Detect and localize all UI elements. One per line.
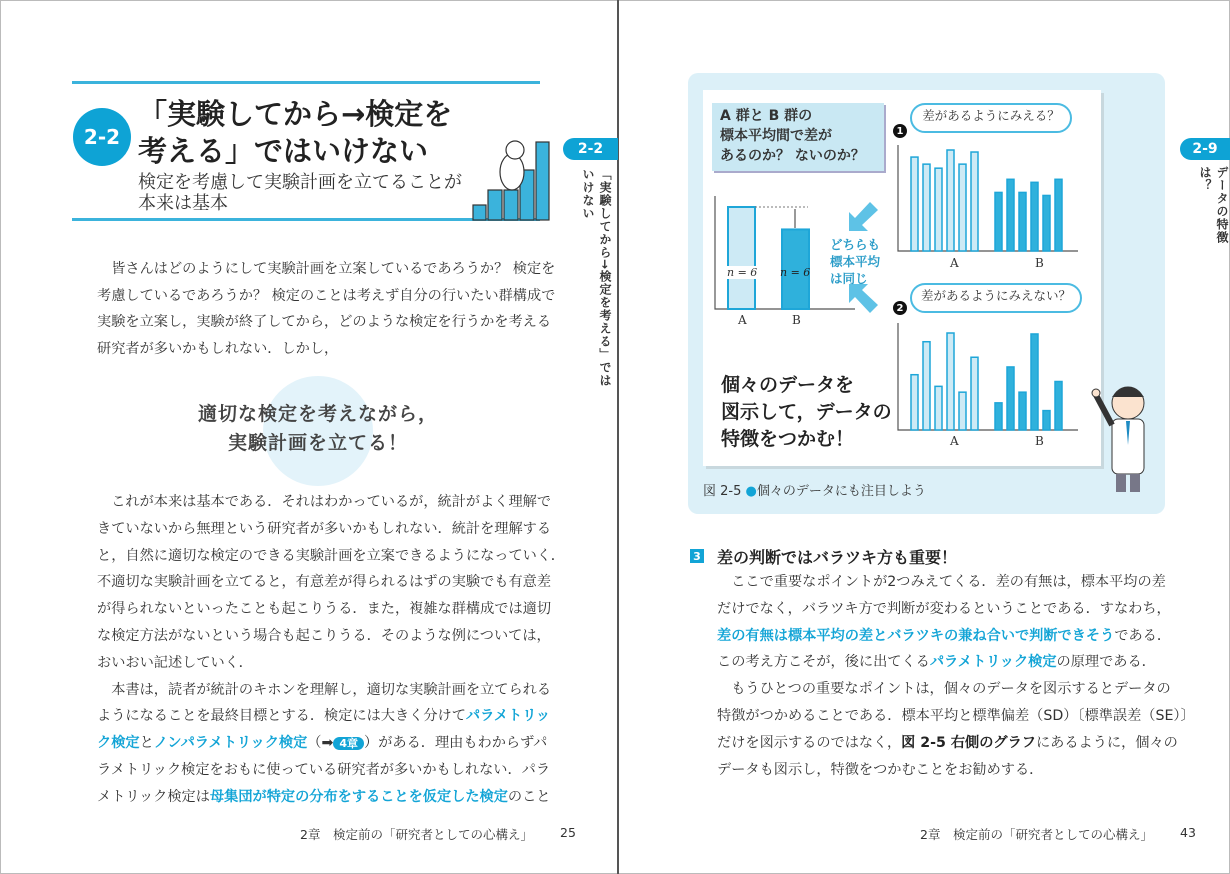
caption-bullet-icon: ● [745,484,757,499]
text-segment: 考慮しているであろうか？ 検定のことは考えず自分の行いたい群構成で [97,287,556,304]
arrow-from-chart1-icon [849,202,878,231]
text-segment: 研究者が多いかもしれない．しかし， [97,340,339,357]
text-line [717,733,1178,753]
caption-text: 個々のデータにも注目しよう [756,484,926,499]
highlighted-text: 差の有無は標本平均の差とバラツキの兼ね合いで判断できそう [717,627,1115,644]
chart2-bar-a [959,392,966,430]
chart1-label-b: B [1035,256,1044,270]
text-line [717,760,1043,780]
caption-prefix: 図 2-5 [703,484,742,499]
text-segment: 本書は，読者が統計のキホンを理解し，適切な実験計画を立てられる [97,681,552,698]
text-line [717,652,1156,672]
footer-chapter: 2章 検定前の「研究者としての心構え」 [300,827,533,842]
highlighted-text: 母集団が特定の分布をすることを仮定した検定 [209,788,508,805]
highlighted-text: ク検定 [97,735,140,752]
text-segment: データも図示し，特徴をつかむことをお勧めする． [717,761,1044,778]
chart1-label-a: A [950,256,959,270]
highlighted-text: ノンパラメトリック検定 [153,735,308,752]
chart1-bar-a [923,164,930,251]
mean-bar-a [727,207,758,309]
text-segment: 皆さんはどのようにして実験計画を立案しているであろうか？ 検定を [97,261,556,277]
text-segment: の原理である． [1056,654,1156,671]
subsection-number: 3 [690,549,704,563]
figure-caption [703,480,926,499]
text-segment: だけを図示するのではなく， [717,734,902,751]
text-segment: ）がある．理由もわからずパ [364,735,548,752]
chart1-bar-b [1043,195,1050,251]
note-line: は同じ [830,271,868,286]
section-subtitle-line2: 本来は基本 [138,193,228,214]
text-segment: 実験を立案し，実験が終了してから，どのような検定を行うかを考える [97,314,552,330]
chart1-bar-b [1031,182,1038,251]
text-line [717,572,1166,592]
text-segment: （➡ [307,735,334,752]
chart1-bar-b [995,192,1002,251]
chart2-bar-a [971,357,978,430]
text-segment: もうひとつの重要なポイントは，個々のデータを図示するとデータの [717,681,1171,698]
text-segment: にあるように，個々の [1035,734,1178,751]
text-segment: な検定方法がないという場合も起こりうる．そのような例については， [97,628,551,644]
message-line3: 特徴をつかむ！ [721,428,855,450]
text-segment: 特徴がつかめることである．標本平均と標準偏差（SD）〔標準誤差（SE）〕 [717,708,1195,724]
section-number-badge: 2-2 [73,108,131,166]
message-line1: 個々のデータを [721,374,855,396]
chart2-bar-b [1031,334,1038,430]
text-segment: が得られないといったことも起こりうる．また，複雑な群構成では適切 [97,601,552,618]
highlighted-text: パラメトリック検定 [929,654,1057,671]
question-line: A 群と B 群の [720,108,813,124]
speech-bubble-2: 差があるようにみえない？ [910,283,1082,313]
chart1-bar-b [1019,192,1026,251]
highlighted-text: パラメトリッ [465,708,551,725]
chart1-bar-b [1055,179,1062,251]
text-line [717,599,1171,619]
chart2-bar-b [1043,411,1050,430]
chart2-bar-a [947,333,954,430]
question-line: あるのか？ ないのか？ [720,148,865,164]
text-segment: おいおい記述していく． [97,654,253,671]
text-segment: である． [1114,627,1172,644]
text-line [717,679,1171,699]
text-segment: と [139,735,154,752]
bold-text: 図 2-5 右側のグラフ [901,734,1036,751]
mean-label-b: B [792,313,801,327]
side-tab-label: 「実験してから→検定を考える」ではいけない [581,168,612,388]
question-line: 標本平均間で差が [720,128,832,144]
chart2-bar-b [1055,382,1062,431]
side-tab-2-2[interactable]: 2-2 [563,138,618,160]
chapter-reference-tag[interactable]: 4章 [333,737,364,750]
chart2-bar-a [935,386,942,430]
speech-bubble-1: 差があるようにみえる？ [910,103,1072,133]
chart1-bar-b [1007,179,1014,251]
chart2-bar-b [995,403,1002,430]
chart2-bar-a [911,375,918,430]
message-line2: 図示して，データの [721,401,892,423]
text-segment: だけでなく，バラツキ方で判断が変わるということである．すなわち， [717,600,1171,617]
side-tab-2-9[interactable]: 2-9 [1180,138,1230,160]
chart2-bar-a [923,342,930,430]
callout-line2: 実験計画を立てる！ [227,432,408,454]
section-title-line1: 「実験してから→検定を [138,97,453,131]
text-segment: きていないから無理という研究者が多いかもしれない．統計を理解する [97,520,552,537]
chart2-label-b: B [1035,434,1044,448]
text-segment: この考え方こそが，後に出てくる [717,654,930,671]
chart2-label-a: A [950,434,959,448]
mean-label-a: A [738,313,747,327]
text-segment: のこと [507,788,551,805]
section-subtitle-line1: 検定を考慮して実験計画を立てることが [138,172,462,193]
chart1-bar-a [947,150,954,251]
text-segment: 不適切な実験計画を立てると，有意差が得られるはずの実験でも有意差 [97,574,552,591]
text-segment: これが本来は基本である．それはわかっているが，統計がよく理解で [97,494,552,510]
professor-illustration [1090,375,1150,500]
chart1-bar-a [935,168,942,251]
chart1-bar-a [959,164,966,251]
marker-1: 1 [893,124,907,138]
section-title-line2: 考える」ではいけない [138,134,429,168]
same-mean-note [830,236,880,287]
text-segment: ようになることを最終目標とする．検定には大きく分けて [97,708,466,725]
footer-chapter: 2章 検定前の「研究者としての心構え」 [920,827,1153,842]
text-segment: と，自然に適切な検定のできる実験計画を立案できるようになっていく． [97,547,565,564]
marker-2: 2 [893,301,907,315]
page-number: 43 [1180,825,1196,840]
chart1-bar-a [911,157,918,251]
n-label-a: n = 6 [727,266,758,279]
text-line [717,626,1171,646]
text-segment: メトリック検定は [97,788,210,805]
text-segment: ここで重要なポイントが2つみえてくる．差の有無は，標本平均の差 [717,574,1166,590]
n-label-b: n = 6 [780,266,811,279]
note-line: 標本平均 [830,254,881,269]
subsection-heading: 差の判断ではバラツキ方も重要！ [717,548,958,567]
chart2-bar-b [1007,367,1014,430]
page-number: 25 [560,825,576,840]
text-line [717,706,1195,726]
text-segment: ラメトリック検定をおもに使っている研究者が多いかもしれない．パラ [97,762,551,778]
chart1-bar-a [971,152,978,251]
callout-line1: 適切な検定を考えながら， [197,403,438,425]
chart2-bar-b [1019,392,1026,430]
side-tab-label: データの特徴は？ [1198,166,1229,244]
note-line: どちらも [830,237,881,252]
